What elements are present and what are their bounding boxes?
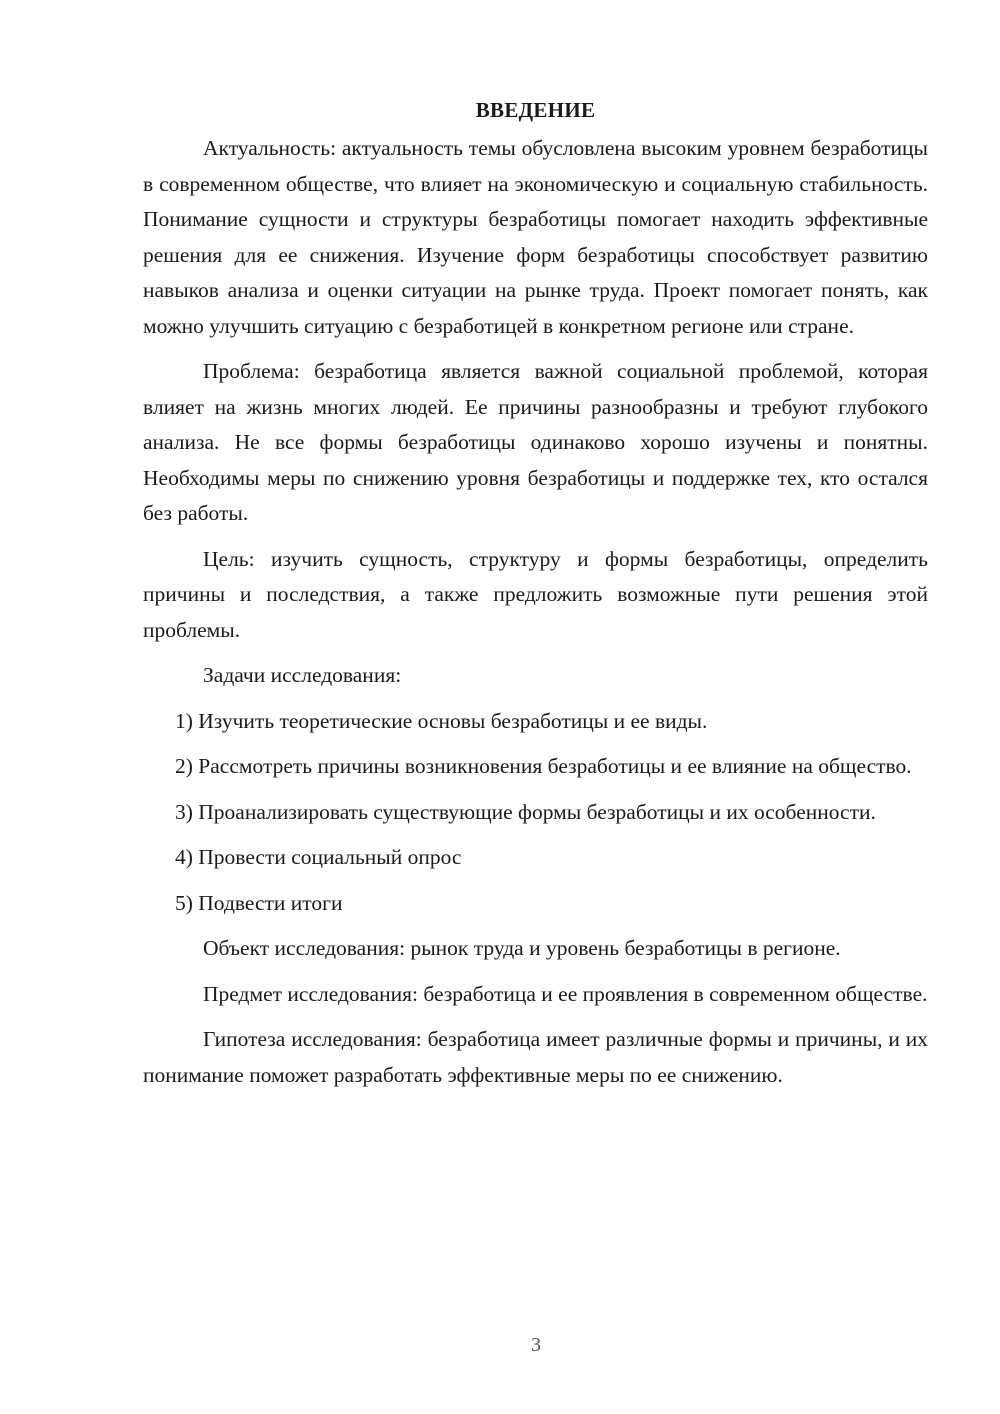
paragraph-problem: Проблема: безработица является важной социальной проблемой, которая влияет на жизнь многих людей. Ее причины разнообразны и требуют глубокого анализа. Не все формы безработицы одинаково хорошо изучены и понятны. Необходимы меры по снижению уровня безработицы и поддержке тех, кто остался без работы. — [143, 359, 928, 525]
task-item-1: 1) Изучить теоретические основы безработицы и ее виды. — [175, 708, 708, 733]
paragraph-goal: Цель: изучить сущность, структуру и формы безработицы, определить причины и последствия, а также предложить возможные пути решения этой проблемы. — [143, 546, 928, 642]
paragraph-object: Объект исследования: рынок труда и уровень безработицы в регионе. — [203, 936, 841, 960]
paragraph-subject: Предмет исследования: безработица и ее проявления в современном обществе. — [203, 981, 928, 1006]
page-number: 3 — [531, 1334, 541, 1356]
section-heading: ВВЕДЕНИЕ — [475, 98, 596, 122]
task-item-3: 3) Проанализировать существующие формы безработицы и их особенности. — [175, 799, 876, 824]
tasks-heading: Задачи исследования: — [203, 663, 402, 687]
task-item-5: 5) Подвести итоги — [175, 890, 343, 915]
task-item-2: 2) Рассмотреть причины возникновения безработицы и ее влияние на общество. — [175, 754, 912, 778]
paragraph-hypothesis: Гипотеза исследования: безработица имеет различные формы и причины, и их понимание поможет разработать эффективные меры по ее снижению. — [143, 1027, 928, 1087]
task-item-4: 4) Провести социальный опрос — [175, 845, 462, 869]
page-content — [143, 95, 928, 1093]
paragraph-relevance: Актуальность: актуальность темы обусловлена высоким уровнем безработицы в современном обществе, что влияет на экономическую и социальную стабильность. Понимание сущности и структуры безработицы помогает находить эффективные решения для ее снижения. Изучение форм безработицы способствует развитию навыков анализа и оценки ситуации на рынке труда. Проект помогает понять, как можно улучшить ситуацию с безработицей в конкретном регионе или стране. — [143, 136, 928, 338]
